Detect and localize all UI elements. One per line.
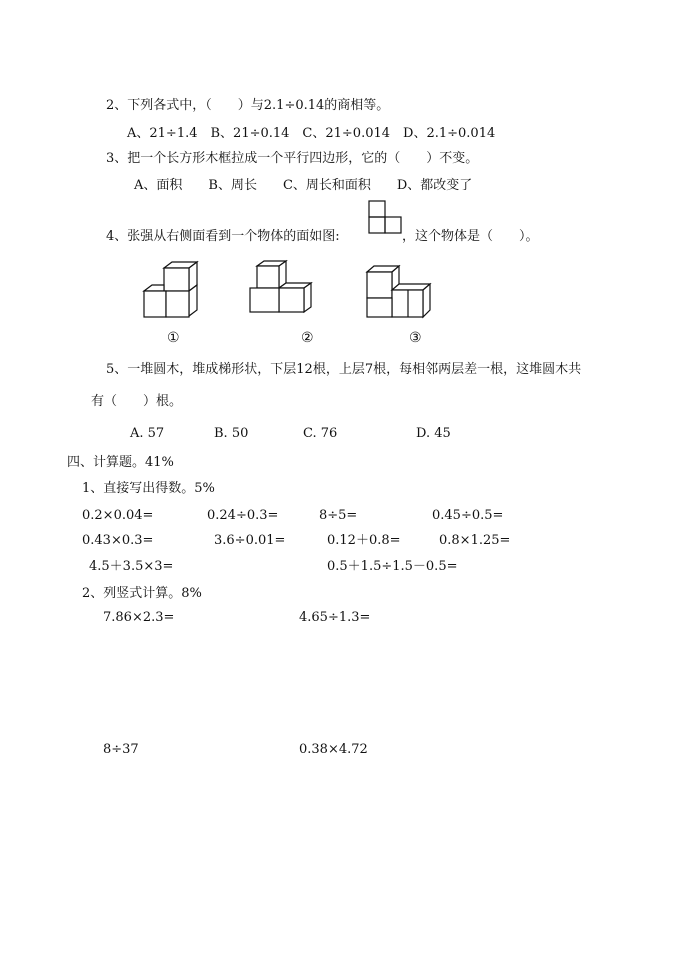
- cube-figure-3: [362, 262, 434, 324]
- calc-r2-c2: 3.6÷0.01=: [214, 533, 286, 548]
- q2-stem: 2、下列各式中，（ ）与2.1÷0.14的商相等。: [106, 98, 390, 113]
- calc-r2-c3: 0.12＋0.8=: [327, 533, 401, 548]
- section4-title: 四、计算题。41%: [67, 455, 174, 470]
- side-view-figure: [368, 200, 402, 234]
- figure-label-2: ②: [301, 330, 314, 346]
- q5-stem-line2: 有（ ）根。: [91, 394, 183, 409]
- calc-r2-c1: 0.43×0.3=: [82, 533, 154, 548]
- q5-option-c: C. 76: [303, 426, 338, 441]
- calc-r2-c4: 0.8×1.25=: [439, 533, 511, 548]
- q3-options: A、面积 B、周长 C、周长和面积 D、都改变了: [134, 178, 473, 193]
- figure-label-1: ①: [167, 330, 180, 346]
- calc-r1-c3: 8÷5=: [319, 508, 358, 523]
- calc-r1-c1: 0.2×0.04=: [82, 508, 154, 523]
- calc-r1-c2: 0.24÷0.3=: [207, 508, 279, 523]
- calc-r3-c1: 4.5＋3.5×3=: [89, 559, 174, 574]
- q5-stem-line1: 5、一堆圆木，堆成梯形状，下层12根，上层7根，每相邻两层差一根，这堆圆木共: [106, 362, 582, 377]
- q5-option-b: B. 50: [214, 426, 249, 441]
- figure-label-3: ③: [409, 330, 422, 346]
- vertical-calc-2: 4.65÷1.3=: [299, 610, 371, 625]
- cube-figure-1: [140, 258, 202, 324]
- q5-option-a: A. 57: [130, 426, 165, 441]
- part1-title: 1、直接写出得数。5%: [82, 481, 215, 496]
- vertical-calc-1: 7.86×2.3=: [103, 610, 175, 625]
- vertical-calc-3: 8÷37: [103, 742, 139, 757]
- q4-stem-left: 4、张强从右侧面看到一个物体的面如图:: [106, 229, 340, 244]
- calc-r3-c2: 0.5＋1.5÷1.5－0.5=: [327, 559, 458, 574]
- q5-option-d: D. 45: [416, 426, 451, 441]
- q3-stem: 3、把一个长方形木框拉成一个平行四边形，它的（ ）不变。: [106, 151, 479, 166]
- cube-figure-2: [245, 258, 317, 324]
- vertical-calc-4: 0.38×4.72: [299, 742, 368, 757]
- part2-title: 2、列竖式计算。8%: [82, 586, 202, 601]
- q2-options: A、21÷1.4 B、21÷0.14 C、21÷0.014 D、2.1÷0.014: [127, 126, 496, 141]
- q4-stem-right: ，这个物体是（ ）。: [402, 229, 539, 244]
- calc-r1-c4: 0.45÷0.5=: [432, 508, 504, 523]
